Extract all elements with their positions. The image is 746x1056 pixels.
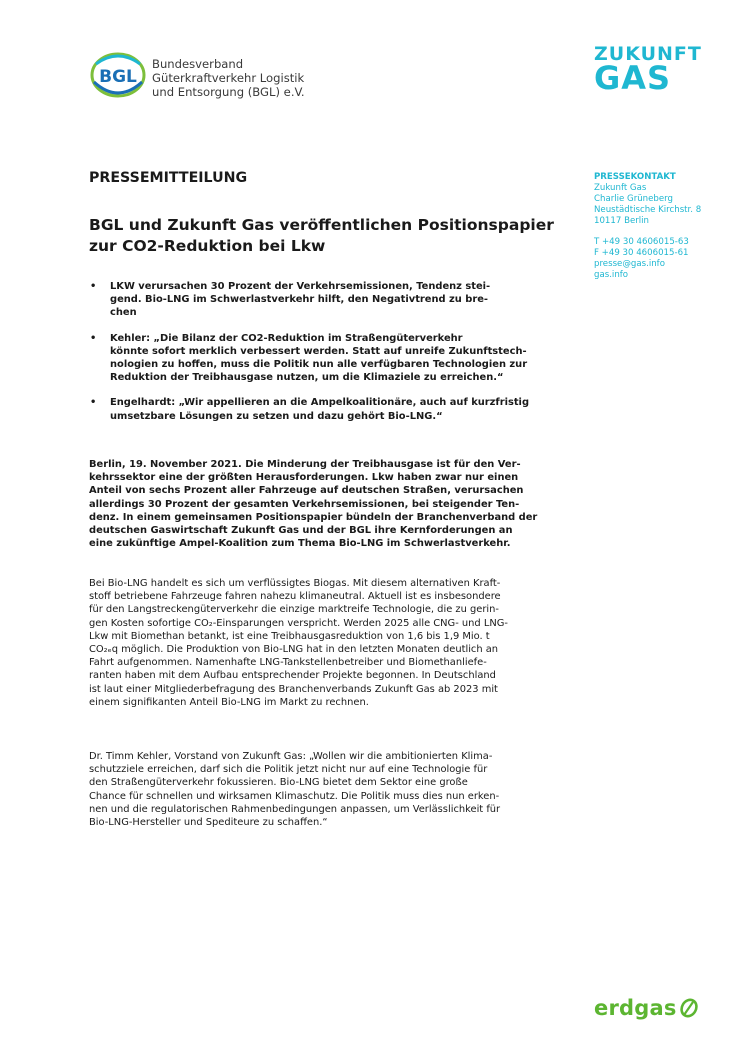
body-paragraph-2 <box>89 750 569 829</box>
lead-line: allerdings 30 Prozent der gesamten Verkehrsemissionen, bei steigender Ten- <box>89 498 520 510</box>
erdgas-logo-text: erdgas <box>594 996 677 1020</box>
contact-line: Zukunft Gas <box>594 182 647 193</box>
body-line: einem signifikanten Anteil Bio-LNG im Markt zu rechnen. <box>89 696 369 708</box>
body-line: Dr. Timm Kehler, Vorstand von Zukunft Gas: „Wollen wir die ambitionierten Klima- <box>89 751 493 762</box>
lead-line: denz. In einem gemeinsamen Positionspapier bündeln der Branchenverband der <box>89 511 538 523</box>
press-release-title: BGL und Zukunft Gas veröffentlichen Positionspapier zur CO2-Reduktion bei Lkw <box>89 216 554 255</box>
body-line: Lkw mit Biomethan betankt, ist eine Treibhausgasreduktion von 1,6 bis 1,9 Mio. t <box>89 630 490 642</box>
body-line: für den Langstreckengüterverkehr die einzige marktreife Technologie, die zu gerin- <box>89 604 499 616</box>
bullet-line: gend. Bio-LNG im Schwerlastverkehr hilft, den Negativtrend zu bre- <box>110 294 488 306</box>
bgl-line: Güterkraftverkehr Logistik <box>152 71 305 85</box>
body-paragraph-1 <box>89 577 569 709</box>
zukunft-gas-logo-line2: GAS <box>594 59 672 97</box>
body-line: nen und die regulatorischen Rahmenbedingungen anpassen, um Verlässlichkeit für <box>89 803 501 815</box>
body-line: gen Kosten sofortige CO₂-Einsparungen verspricht. Werden 2025 alle CNG- und LNG- <box>89 617 508 629</box>
contact-phone: T +49 30 4606015-63 <box>594 237 689 248</box>
body-line: Fahrt aufgenommen. Namenhafte LNG-Tankstellenbetreiber und Biomethanliefe- <box>89 657 487 669</box>
press-contact <box>594 172 701 281</box>
bullet-line: • Engelhardt: „Wir appellieren an die Ampelkoalitionäre, auch auf kurzfristig <box>110 397 530 409</box>
bgl-organization-name <box>152 57 305 99</box>
press-contact-title: PRESSEKONTAKT <box>594 172 676 182</box>
bullet-line: Reduktion der Treibhausgase nutzen, um die Klimaziele zu erreichen.“ <box>110 372 504 384</box>
bullet-item <box>89 280 561 320</box>
bgl-line: und Entsorgung (BGL) e.V. <box>152 85 305 99</box>
body-line: CO₂ₑq möglich. Die Produktion von Bio-LNG hat in den letzten Monaten deutlich an <box>89 644 499 656</box>
bgl-mark: BGL <box>99 67 137 87</box>
lead-paragraph <box>89 458 569 550</box>
contact-email-link[interactable]: presse@gas.info <box>594 259 665 270</box>
lead-line: Anteil von sechs Prozent aller Fahrzeuge auf deutschen Straßen, verursachen <box>89 485 524 497</box>
contact-line: Charlie Grüneberg <box>594 193 673 204</box>
contact-website-link[interactable]: gas.info <box>594 270 629 281</box>
leaf-icon <box>679 998 699 1018</box>
bullet-line: • LKW verursachen 30 Prozent der Verkehrsemissionen, Tendenz stei- <box>110 281 491 292</box>
contact-line: Neustädtische Kirchstr. 8 <box>594 204 702 215</box>
bullet-line: chen <box>110 307 137 319</box>
lead-line: Berlin, 19. November 2021. Die Minderung der Treibhausgase ist für den Ver- <box>89 459 521 470</box>
bullet-line: könnte sofort merklich verbessert werden. Statt auf unreife Zukunftstech- <box>110 345 527 357</box>
body-line: Bio-LNG-Hersteller und Spediteure zu schaffen.“ <box>89 817 328 829</box>
body-line: den Straßengüterverkehr fokussieren. Bio-LNG bietet dem Sektor eine große <box>89 777 468 789</box>
bullet-line: • Kehler: „Die Bilanz der CO2-Reduktion im Straßengüterverkehr <box>110 332 463 344</box>
lead-line: kehrssektor eine der größten Herausforderungen. Lkw haben zwar nur einen <box>89 472 519 484</box>
body-line: ranten haben mit dem Aufbau entsprechender Projekte begonnen. In Deutschland <box>89 670 496 682</box>
contact-fax: F +49 30 4606015-61 <box>594 248 689 259</box>
document-heading: PRESSEMITTEILUNG <box>89 170 248 186</box>
bullet-item <box>89 332 561 385</box>
bullet-line: umsetzbare Lösungen zu setzen und dazu gehört Bio-LNG.“ <box>110 410 443 422</box>
bullet-item <box>89 396 561 422</box>
zukunft-gas-logo <box>594 43 702 97</box>
body-line: Chance für schnellen und wirksamen Klimaschutz. Die Politik muss dies nun erken- <box>89 790 500 802</box>
bgl-line: Bundesverband <box>152 57 244 71</box>
zukunft-gas-logo-line1: ZUKUNFT <box>594 43 702 65</box>
bullet-line: nologien zu hoffen, muss die Politik nun alle verfügbaren Technologien zur <box>110 359 528 371</box>
body-line: stoff betriebene Fahrzeuge fahren nahezu klimaneutral. Aktuell ist es insbesondere <box>89 591 501 603</box>
erdgas-logo <box>594 996 699 1020</box>
body-line: schutzziele erreichen, darf sich die Politik jetzt nicht nur auf eine Technologie für <box>89 764 488 776</box>
bgl-logo-icon <box>86 52 150 98</box>
summary-bullets <box>89 280 561 435</box>
contact-line: 10117 Berlin <box>594 215 650 226</box>
lead-line: deutschen Gaswirtschaft Zukunft Gas und der BGL ihre Kernforderungen an <box>89 525 513 537</box>
body-line: Bei Bio-LNG handelt es sich um verflüssigtes Biogas. Mit diesem alternativen Kraft- <box>89 578 501 589</box>
body-line: ist laut einer Mitgliederbefragung des Branchenverbands Zukunft Gas ab 2023 mit <box>89 683 498 695</box>
lead-line: eine zukünftige Ampel-Koalition zum Thema Bio-LNG im Schwerlastverkehr. <box>89 538 511 550</box>
